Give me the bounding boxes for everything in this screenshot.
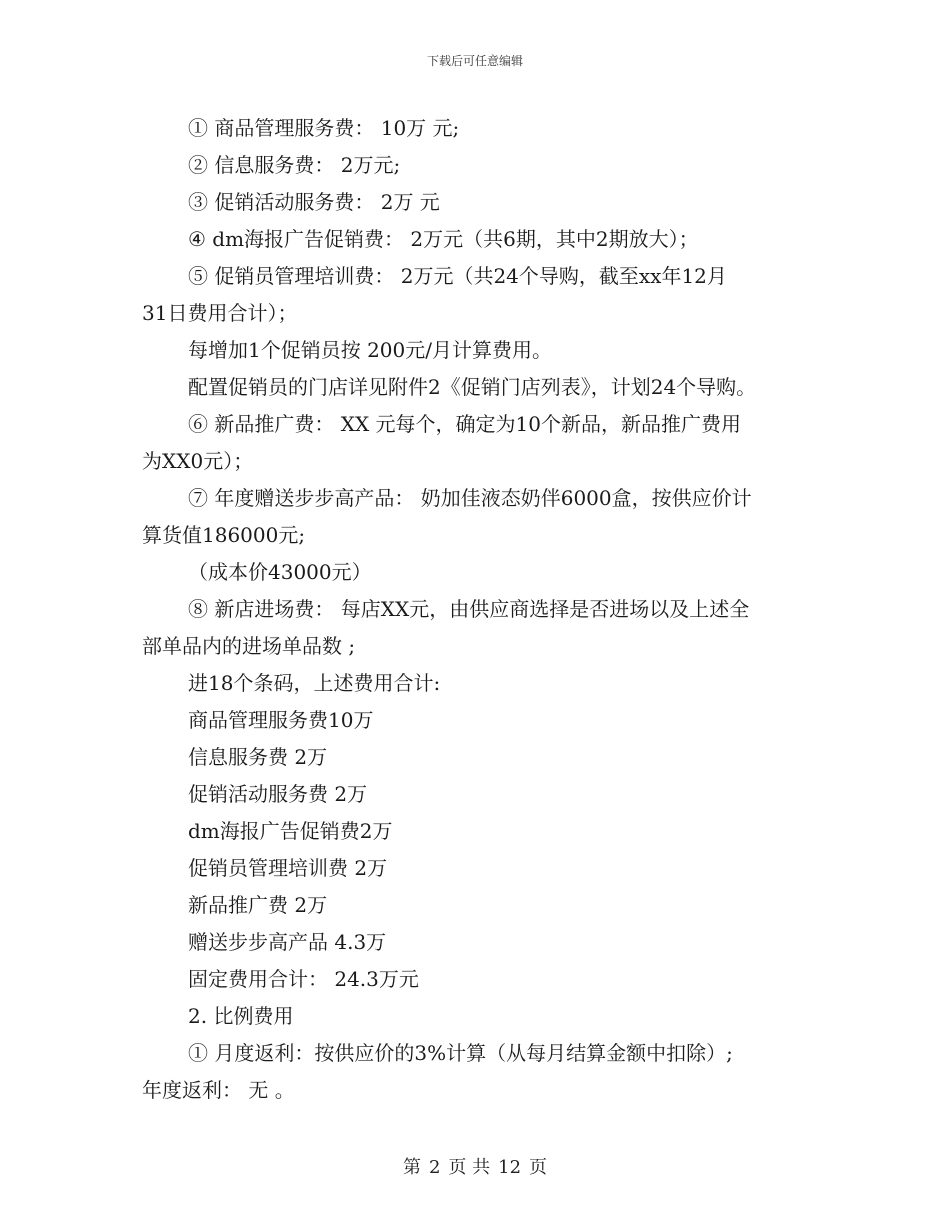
body-line: 为XX0元）； [142, 449, 254, 473]
body-line: 配置促销员的门店详见附件2《促销门店列表》，计划24个导购。 [188, 375, 757, 399]
page-footer [0, 1153, 950, 1179]
body-line: ② 信息服务费： 2万元; [188, 153, 401, 177]
footer-mid: 页 共 [448, 1157, 491, 1178]
body-line: ⑤ 促销员管理培训费： 2万元（共24个导购，截至xx年12月 [188, 264, 727, 288]
body-line: ⑧ 新店进场费： 每店XX元，由供应商选择是否进场以及上述全 [188, 597, 750, 621]
body-line: ① 月度返利：按供应价的3%计算（从每月结算金额中扣除）; [188, 1041, 733, 1065]
body-line: 进18个条码，上述费用合计: [188, 671, 441, 695]
body-line: 每增加1个促销员按 200元/月计算费用。 [188, 338, 552, 362]
body-line: dm海报广告促销费2万 [188, 819, 393, 843]
footer-prefix: 第 [402, 1157, 421, 1178]
body-line: 算货值186000元; [142, 523, 306, 547]
body-line: 新品推广费 2万 [188, 893, 328, 917]
footer-page-number: 2 [428, 1157, 441, 1178]
body-line: 年度返利： 无 。 [142, 1078, 295, 1102]
body-line: （成本价43000元） [188, 560, 372, 584]
body-line: ③ 促销活动服务费： 2万 元 [188, 190, 440, 214]
body-line: ⑦ 年度赠送步步高产品： 奶加佳液态奶伴6000盒，按供应价计 [188, 486, 752, 510]
body-line: 2. 比例费用 [188, 1004, 294, 1028]
footer-suffix: 页 [529, 1157, 548, 1178]
body-line: ④ dm海报广告促销费： 2万元（共6期，其中2期放大）； [188, 227, 699, 251]
body-line: ① 商品管理服务费： 10万 元; [188, 116, 460, 140]
body-line: ⑥ 新品推广费： XX 元每个，确定为10个新品，新品推广费用 [188, 412, 741, 436]
body-line: 部单品内的进场单品数 ; [142, 634, 356, 658]
footer-total-pages: 12 [498, 1157, 522, 1178]
body-line: 促销活动服务费 2万 [188, 782, 368, 806]
body-line: 促销员管理培训费 2万 [188, 856, 388, 880]
body-line: 固定费用合计： 24.3万元 [188, 967, 419, 991]
document-body [142, 110, 812, 1109]
body-line: 信息服务费 2万 [188, 745, 328, 769]
body-line: 商品管理服务费10万 [188, 708, 374, 732]
body-line: 31日费用合计）； [142, 301, 298, 325]
page-header: 下载后可任意编辑 [426, 54, 523, 68]
body-line: 赠送步步高产品 4.3万 [188, 930, 387, 954]
